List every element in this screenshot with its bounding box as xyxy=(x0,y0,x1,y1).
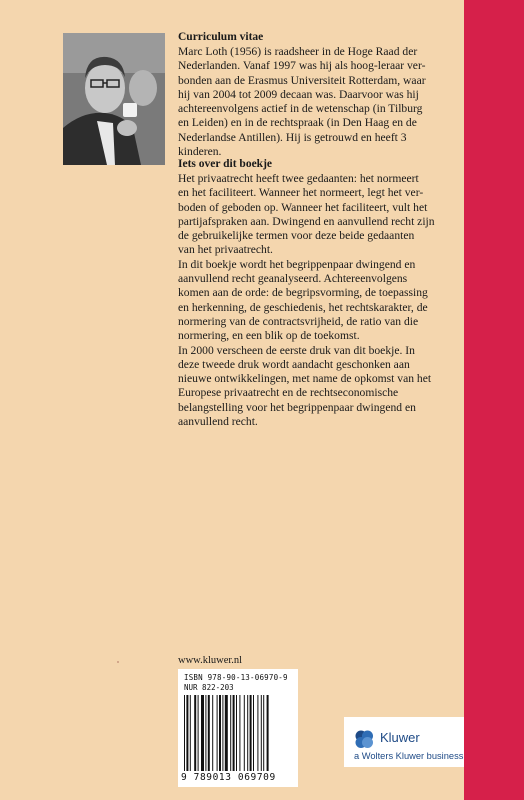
book-line: en het faciliteert. Wanneer het normeert, legt het ver- xyxy=(178,186,424,200)
book-description xyxy=(178,172,463,429)
publisher-name: Kluwer xyxy=(380,730,420,745)
barcode-bar xyxy=(244,695,245,771)
cv-line: kinderen. xyxy=(178,145,222,159)
barcode-bar xyxy=(194,695,196,771)
publisher-tagline: a Wolters Kluwer business xyxy=(354,751,464,761)
barcode-bar xyxy=(184,695,185,771)
nur-code: NUR 822-203 xyxy=(184,683,234,692)
isbn-text: ISBN 978-90-13-06970-9 xyxy=(184,673,288,682)
barcode-bar xyxy=(225,695,228,771)
barcode-bar xyxy=(219,695,221,771)
barcode-bar xyxy=(267,695,269,771)
book-line: komen aan de orde: de begripsvorming, de toepassing xyxy=(178,286,428,300)
barcode-bar xyxy=(236,695,237,771)
book-line: aanvullend recht geanalyseerd. Achtereenvolgens xyxy=(178,272,408,286)
book-paragraph xyxy=(178,258,463,344)
book-heading: Iets over dit boekje xyxy=(178,158,273,170)
book-line: van het privaatrecht. xyxy=(178,243,273,257)
cv-heading: Curriculum vitae xyxy=(178,31,264,43)
book-line: belangstelling voor het begrippenpaar dwingend en xyxy=(178,400,416,414)
barcode-bar xyxy=(257,695,258,771)
website-link[interactable]: www.kluwer.nl xyxy=(178,655,243,666)
book-line: en herkenning, de geschiedenis, het rechtskarakter, de xyxy=(178,300,428,314)
barcode-bar xyxy=(247,695,248,771)
book-line: aanvullend recht. xyxy=(178,415,258,429)
book-line: nieuwe ontwikkelingen, met name de opkomst van het xyxy=(178,372,432,386)
red-accent-strip xyxy=(464,0,524,800)
cv-line: en Leiden) en in de rechtspraak (in Den Haag en de xyxy=(178,116,417,130)
ean-number: 9 789013 069709 xyxy=(181,772,276,783)
barcode-bar xyxy=(253,695,254,771)
book-line: normering, en een blik op de toekomst. xyxy=(178,329,360,343)
barcode-bar xyxy=(222,695,223,771)
book-line: normering van de contractsvrijheid, de ratio van die xyxy=(178,314,419,328)
book-line: partijafspraken aan. Dwingend en aanvullend recht zijn xyxy=(178,214,435,228)
barcode-bar xyxy=(198,695,199,771)
author-photo xyxy=(63,33,165,165)
cv-line: achtereenvolgens actief in de wetenschap (in Tilburg xyxy=(178,102,423,116)
print-speck xyxy=(117,661,119,663)
barcode-bar xyxy=(212,695,213,771)
book-paragraph xyxy=(178,344,463,430)
barcode-bar xyxy=(186,695,188,771)
book-line: Europese privaatrecht en de rechtseconomische xyxy=(178,386,399,400)
barcode-bar xyxy=(263,695,264,771)
book-line: de gebruikelijke termen voor deze beide gedaanten xyxy=(178,229,415,243)
barcode-bar xyxy=(230,695,231,771)
barcode-bar xyxy=(201,695,204,771)
cv-line: hij van 2004 tot 2009 decaan was. Daarvoor was hij xyxy=(178,87,419,101)
barcode-bar xyxy=(205,695,206,771)
barcode-bar xyxy=(190,695,191,771)
book-line: deze tweede druk wordt aandacht geschonken aan xyxy=(178,357,410,371)
cv-line: Nederlanden. Vanaf 1997 was hij als hoog-leraar ver- xyxy=(178,59,426,73)
cv-line: Nederlandse Antillen). Hij is getrouwd en heeft 3 xyxy=(178,130,407,144)
barcode-bars xyxy=(184,695,292,771)
cv-text xyxy=(178,45,463,159)
barcode-bar xyxy=(217,695,218,771)
barcode-bar xyxy=(261,695,262,771)
barcode-bar xyxy=(250,695,252,771)
publisher-logo-box xyxy=(344,717,464,767)
barcode-bar xyxy=(208,695,210,771)
cv-line: bonden aan de Erasmus Universiteit Rotterdam, waar xyxy=(178,73,426,87)
barcode-label xyxy=(178,669,298,787)
book-line: Het privaatrecht heeft twee gedaanten: het normeert xyxy=(178,172,419,185)
book-line: boden of geboden op. Wanneer het faciliteert, vult het xyxy=(178,200,428,214)
book-line: In 2000 verscheen de eerste druk van dit boekje. In xyxy=(178,343,415,357)
cv-line: Marc Loth (1956) is raadsheer in de Hoge Raad der xyxy=(178,45,418,58)
book-line: In dit boekje wordt het begrippenpaar dwingend en xyxy=(178,257,416,271)
kluwer-logo-icon xyxy=(354,729,374,749)
book-paragraph xyxy=(178,172,463,258)
barcode-bar xyxy=(233,695,235,771)
barcode-bar xyxy=(239,695,240,771)
